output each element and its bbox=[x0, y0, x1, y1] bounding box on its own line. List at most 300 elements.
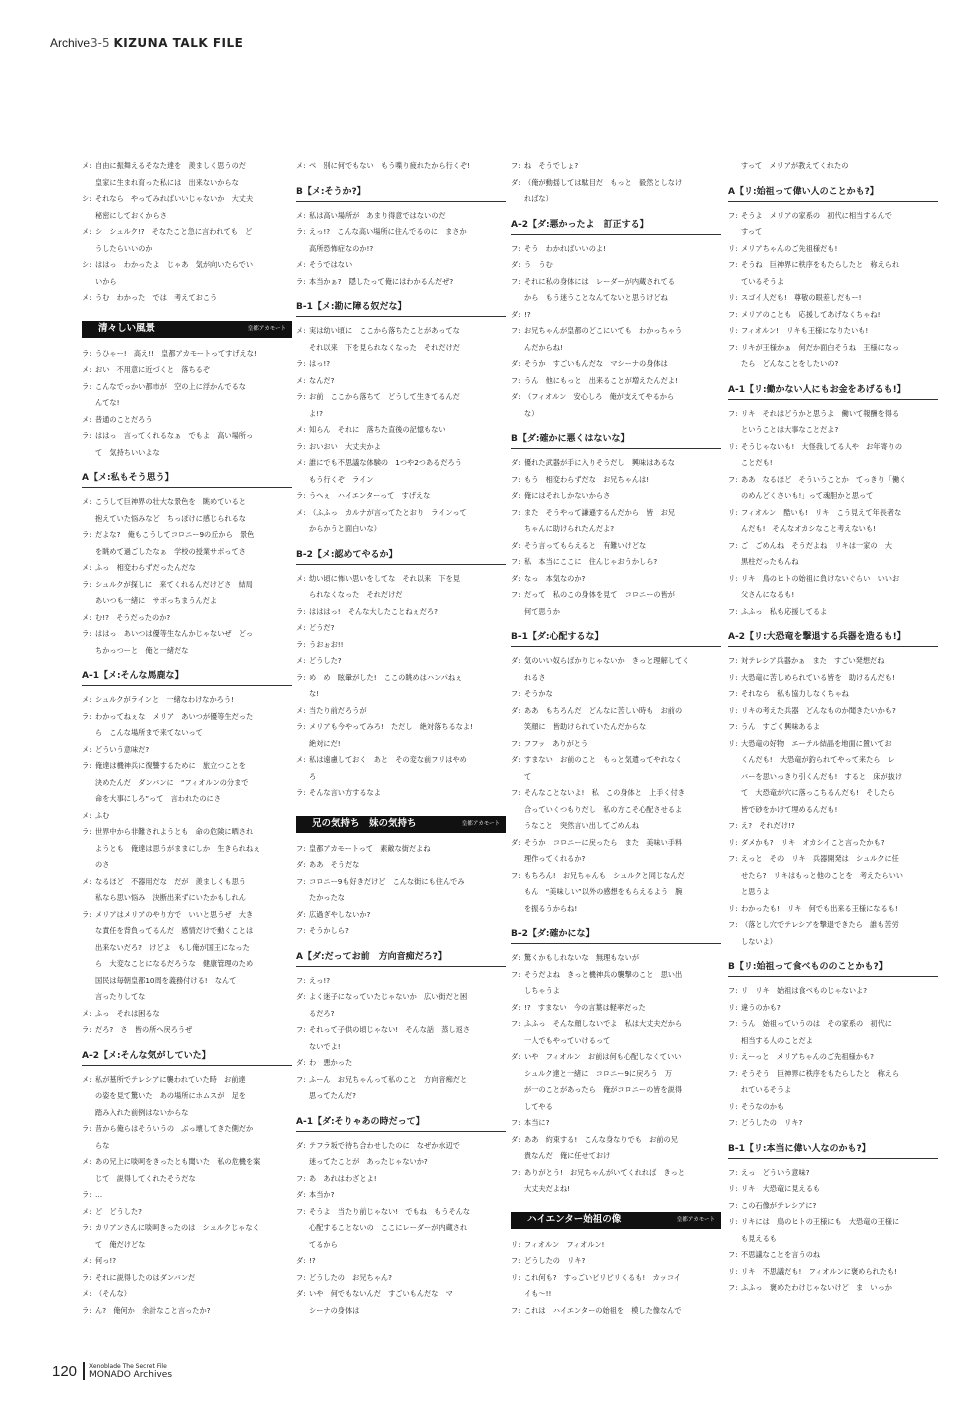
dialogue-text: お前 ここから落ちて どうして生きてるんだ bbox=[309, 392, 460, 401]
speaker-initial: ラ: bbox=[82, 1124, 92, 1133]
footer-book-title: Xenoblade The Secret File bbox=[89, 1363, 167, 1370]
dialogue-continuation bbox=[728, 1033, 938, 1050]
dialogue-continuation bbox=[296, 472, 506, 489]
speaker-initial: リ: bbox=[728, 837, 738, 847]
dialogue-continuation bbox=[511, 769, 721, 786]
dialogue-text: （ふふっ カルナが言ってたとおり ラインって bbox=[309, 507, 467, 517]
dialogue-line bbox=[728, 703, 938, 720]
dialogue-line bbox=[728, 1214, 938, 1231]
speaker-initial: フ: bbox=[511, 326, 521, 335]
speaker-initial: フ: bbox=[511, 969, 521, 979]
dialogue-continuation bbox=[728, 769, 938, 786]
dialogue-line bbox=[511, 175, 721, 192]
dialogue-text: 大恐竜の好物 エーテル結晶を地面に置いてお bbox=[741, 738, 892, 748]
dialogue-line bbox=[296, 224, 506, 241]
speaker-initial: ラ: bbox=[296, 227, 306, 236]
archive-number: 3-5 bbox=[90, 36, 110, 50]
dialogue-text: そう言ってもらえると 有難いけどな bbox=[524, 540, 647, 550]
dialogue-continuation bbox=[82, 544, 292, 561]
speaker-initial: ラ: bbox=[82, 579, 92, 589]
dialogue-text: リキ 不思議だも! フィオルンに褒められたも! bbox=[741, 1266, 897, 1276]
dialogue-text: 私は高い場所が あまり得意ではないのだ bbox=[309, 210, 446, 220]
dialogue-line bbox=[728, 1181, 938, 1198]
dialogue-text: えっ!? こんな高い場所に住んでるのに まさか bbox=[309, 227, 467, 236]
dialogue-text: よく迷子になっていたじゃないか 広い街だと困 bbox=[309, 992, 468, 1001]
dialogue-text: うおぉお!! bbox=[309, 639, 344, 649]
dialogue-text: こんなでっかい都市が 空の上に浮かんでるな bbox=[95, 381, 246, 391]
dialogue-line bbox=[728, 257, 938, 274]
dialogue-line bbox=[82, 428, 292, 445]
dialogue-text: から もう迷うことなんてないと思うけどね bbox=[524, 293, 668, 302]
dialogue-line bbox=[728, 851, 938, 868]
dialogue-text: て bbox=[524, 771, 532, 781]
dialogue-continuation bbox=[511, 1148, 721, 1165]
dialogue-text: あいつも一緒に サボっちまうんだよ bbox=[95, 596, 218, 605]
section-heading: B【メ:そうか?】 bbox=[296, 185, 506, 202]
dialogue-text: うひゃー! 高え!! 皇都アカモートってすげえな! bbox=[95, 348, 257, 358]
dialogue-line bbox=[82, 1204, 292, 1221]
footer-divider bbox=[83, 1362, 85, 1380]
dialogue-text: あの兄上に啖呵をきったとも聞いた 私の危機を案 bbox=[95, 1157, 261, 1166]
dialogue-continuation bbox=[296, 1039, 506, 1056]
dialogue-continuation bbox=[82, 973, 292, 990]
section-heading: A-1【ダ:そりゃあの時だって】 bbox=[296, 1115, 506, 1132]
speaker-initial: メ: bbox=[82, 1256, 92, 1265]
speaker-initial: ラ: bbox=[82, 530, 92, 539]
dialogue-text: よ!? bbox=[309, 408, 323, 418]
dialogue-text: 絶対にだ! bbox=[309, 738, 341, 748]
dialogue-text: それに説得したのはダンバンだ bbox=[95, 1272, 196, 1282]
dialogue-line bbox=[728, 736, 938, 753]
speaker-initial: フ: bbox=[728, 1167, 738, 1177]
dialogue-text: 大丈夫だよね! bbox=[524, 1184, 571, 1193]
speaker-initial: リ: bbox=[728, 1052, 738, 1061]
speaker-initial: フ: bbox=[511, 788, 521, 797]
speaker-initial: ダ: bbox=[511, 260, 521, 269]
dialogue-text: ようとも 俺達は思うがままにしか 生きられねぇ bbox=[95, 843, 261, 853]
section-heading: A【ダ:だってお前 方向音痴だろ?】 bbox=[296, 950, 506, 967]
speaker-initial: フ: bbox=[511, 507, 521, 517]
speaker-initial: メ: bbox=[82, 365, 92, 374]
speaker-initial: メ: bbox=[82, 612, 92, 622]
dialogue-text: わ 悪かった bbox=[309, 1058, 353, 1067]
speaker-initial: ダ: bbox=[511, 309, 521, 319]
dialogue-line bbox=[511, 505, 721, 522]
speaker-initial: リ: bbox=[728, 507, 738, 517]
dialogue-text: 国民は毎朝皇都10周を義務付ける! なんて bbox=[95, 975, 237, 985]
dialogue-text: ダメかも? リキ オカシイこと言ったかも? bbox=[741, 837, 885, 847]
speaker-initial: フ: bbox=[728, 1200, 738, 1210]
dialogue-continuation bbox=[82, 1105, 292, 1122]
speaker-initial: ラ: bbox=[82, 1305, 92, 1315]
dialogue-continuation bbox=[511, 901, 721, 918]
dialogue-line bbox=[728, 1247, 938, 1264]
dialogue-text: え? それだけ!? bbox=[741, 821, 795, 830]
dialogue-text: ちかっつーと 俺と一緒だな bbox=[95, 645, 189, 655]
speaker-initial: ダ: bbox=[511, 458, 521, 467]
dialogue-text: 父さんになるも! bbox=[741, 590, 795, 599]
footer-book-subtitle: MONADO Archives bbox=[89, 1370, 173, 1380]
topic-location: 皇都アカモート bbox=[247, 325, 286, 332]
dialogue-text: ということは大事なことだよ? bbox=[741, 425, 839, 434]
dialogue-text: もう行くぞ ライン bbox=[309, 474, 374, 484]
dialogue-text: 出来ないだろ? けどよ もし俺が国王になった bbox=[95, 942, 250, 952]
speaker-initial: フ: bbox=[511, 689, 521, 698]
dialogue-continuation bbox=[511, 1066, 721, 1083]
dialogue-text: だよな? 俺もこうしてコロニー9の丘から 景色 bbox=[95, 530, 255, 539]
dialogue-text: ははっ 言ってくれるなぁ でもよ 高い場所っ bbox=[95, 431, 254, 440]
dialogue-text: 俺達は機神兵に復讐するために 旅立つことを bbox=[95, 761, 246, 770]
dialogue-text: ら 大変なことになるだろうな 健康管理のため bbox=[95, 959, 254, 968]
dialogue-continuation bbox=[728, 934, 938, 951]
dialogue-text: ふっ それは困るな bbox=[95, 1008, 160, 1018]
speaker-initial: フ: bbox=[296, 1206, 306, 1216]
dialogue-text: べ 別に何でもない もう喋り疲れたから行くぞ! bbox=[309, 161, 471, 170]
dialogue-line bbox=[728, 208, 938, 225]
dialogue-text: どうした? bbox=[309, 656, 342, 665]
dialogue-line bbox=[511, 323, 721, 340]
dialogue-text: 普通のことだろう bbox=[95, 414, 153, 424]
speaker-initial: フ: bbox=[511, 870, 521, 880]
section-heading: B-2【ダ:確かにな】 bbox=[511, 927, 721, 944]
dialogue-text: メリアちゃんのご先祖様だも! bbox=[741, 243, 838, 253]
speaker-initial: メ: bbox=[82, 695, 92, 704]
dialogue-text: （落とし穴でテレシアを撃退できたら 誰も苦労 bbox=[741, 920, 899, 929]
dialogue-text: ね そうでしょ? bbox=[524, 161, 579, 170]
speaker-initial: メ: bbox=[296, 260, 306, 269]
dialogue-text: シ シュルク!? そなたこと急に言われても ど bbox=[95, 227, 253, 236]
dialogue-text: そうかしら? bbox=[309, 926, 349, 935]
dialogue-text: えーっと メリアちゃんのご先祖様かも? bbox=[741, 1052, 874, 1061]
dialogue-continuation bbox=[82, 989, 292, 1006]
speaker-initial: フ: bbox=[296, 1173, 306, 1183]
dialogue-text: そうよ メリアの家系の 初代に相当するんで bbox=[741, 210, 892, 220]
speaker-initial: フ: bbox=[728, 342, 738, 352]
dialogue-line bbox=[728, 472, 938, 489]
dialogue-line bbox=[296, 571, 506, 588]
dialogue-line bbox=[82, 527, 292, 544]
dialogue-text: 皇家に生まれ育った私には 出来ないからな bbox=[95, 177, 239, 187]
dialogue-text: メリアはメリアのやり方で いいと思うぜ 大き bbox=[95, 909, 254, 919]
dialogue-text: ど どうした? bbox=[95, 1206, 142, 1216]
dialogue-text: （そんな） bbox=[95, 1289, 131, 1298]
dialogue-line bbox=[511, 835, 721, 852]
speaker-initial: ダ: bbox=[296, 1289, 306, 1298]
dialogue-line bbox=[82, 1253, 292, 1270]
dialogue-text: ふふっ そんな顔しないでよ 私は大丈夫だから bbox=[524, 1019, 683, 1028]
dialogue-text: 思ってたんだ? bbox=[309, 1091, 356, 1100]
speaker-initial: ダ: bbox=[511, 837, 521, 847]
speaker-initial: メ: bbox=[296, 705, 306, 715]
dialogue-line bbox=[511, 587, 721, 604]
dialogue-text: リキが王様かぁ 何だか面白そうね 王様になっ bbox=[741, 342, 900, 352]
dialogue-line bbox=[728, 901, 938, 918]
dialogue-text: くんだも! 大恐竜が釣られてやって来たら レ bbox=[741, 755, 895, 764]
speaker-initial: ラ: bbox=[82, 381, 92, 391]
dialogue-text: 私は遠慮しておく あと その変な前フリはやめ bbox=[309, 755, 467, 764]
speaker-initial: リ: bbox=[728, 326, 738, 335]
dialogue-text: そう わかればいいのよ! bbox=[524, 243, 606, 253]
text-column-4 bbox=[728, 158, 938, 1297]
topic-banner bbox=[82, 321, 292, 338]
dialogue-continuation bbox=[511, 818, 721, 835]
dialogue-line bbox=[82, 1154, 292, 1171]
speaker-initial: フ: bbox=[511, 1256, 521, 1265]
dialogue-continuation bbox=[511, 191, 721, 208]
speaker-initial: ラ: bbox=[296, 392, 306, 401]
dialogue-text: そうよ 当たり前じゃない! でもね もうそんな bbox=[309, 1206, 471, 1216]
dialogue-line bbox=[82, 1270, 292, 1287]
speaker-initial: ダ: bbox=[296, 1190, 306, 1199]
speaker-initial: フ: bbox=[511, 1167, 521, 1177]
dialogue-line bbox=[511, 1270, 721, 1287]
speaker-initial: ラ: bbox=[82, 1190, 92, 1199]
section-heading: A-1【メ:そんな馬鹿な】 bbox=[82, 669, 292, 686]
dialogue-continuation bbox=[296, 890, 506, 907]
dialogue-line bbox=[728, 653, 938, 670]
dialogue-text: テフラ坂で待ち合わせしたのに なぜか水辺で bbox=[309, 1140, 460, 1150]
dialogue-line bbox=[511, 307, 721, 324]
speaker-initial: フ: bbox=[728, 1068, 738, 1078]
dialogue-text: フィオルン 酷いも! リキ こう見えて年長者な bbox=[741, 507, 902, 517]
speaker-initial: ラ: bbox=[296, 441, 306, 451]
dialogue-text: たかったな bbox=[309, 893, 345, 902]
dialogue-line bbox=[511, 274, 721, 291]
dialogue-text: 自由に振舞えるそなた達を 羨ましく思うのだ bbox=[95, 161, 246, 170]
dialogue-line bbox=[511, 868, 721, 885]
dialogue-text: るだろ? bbox=[309, 1008, 335, 1018]
speaker-initial: メ: bbox=[82, 1157, 92, 1166]
dialogue-continuation bbox=[728, 422, 938, 439]
dialogue-text: カリアンさんに啖呵きったのは シュルクじゃなく bbox=[95, 1223, 260, 1232]
dialogue-text: のさ bbox=[95, 860, 110, 869]
dialogue-continuation bbox=[82, 857, 292, 874]
dialogue-line bbox=[511, 488, 721, 505]
dialogue-line bbox=[296, 323, 506, 340]
speaker-initial: フ: bbox=[728, 854, 738, 863]
speaker-initial: メ: bbox=[82, 414, 92, 424]
dialogue-text: !? すまない 今の言葉は軽率だった bbox=[524, 1002, 646, 1012]
dialogue-line bbox=[296, 1022, 506, 1039]
dialogue-line bbox=[82, 1303, 292, 1320]
dialogue-text: それなら やってみればいいじゃないか 大丈夫 bbox=[95, 194, 254, 203]
dialogue-continuation bbox=[82, 940, 292, 957]
dialogue-text: られなくなった それだけだ bbox=[309, 590, 403, 599]
dialogue-line bbox=[296, 752, 506, 769]
dialogue-line bbox=[82, 907, 292, 924]
speaker-initial: フ: bbox=[296, 926, 306, 935]
speaker-initial: リ: bbox=[728, 293, 738, 302]
dialogue-text: しちゃうよ bbox=[524, 986, 560, 995]
speaker-initial: メ: bbox=[82, 293, 92, 302]
dialogue-line bbox=[296, 670, 506, 687]
topic-banner bbox=[511, 1212, 721, 1229]
speaker-initial: フ: bbox=[728, 606, 738, 616]
dialogue-text: シュルク達と一緒に コロニー9に戻ろう 万 bbox=[524, 1068, 673, 1078]
dialogue-text: すって メリアが教えてくれたの bbox=[741, 161, 849, 170]
speaker-initial: メ: bbox=[296, 755, 306, 764]
speaker-initial: フ: bbox=[728, 1019, 738, 1028]
dialogue-text: を振るうからね! bbox=[524, 903, 578, 913]
dialogue-line bbox=[296, 505, 506, 522]
dialogue-text: らな bbox=[95, 1140, 110, 1150]
speaker-initial: フ: bbox=[511, 243, 521, 253]
speaker-initial: ラ: bbox=[296, 276, 306, 286]
dialogue-text: いや フィオルン お前は何も心配しなくていい bbox=[524, 1052, 682, 1061]
dialogue-line bbox=[82, 1022, 292, 1039]
topic-title: 清々しい風景 bbox=[98, 322, 156, 334]
section-heading: B-2【メ:認めてやるか】 bbox=[296, 548, 506, 565]
dialogue-line bbox=[296, 637, 506, 654]
speaker-initial: ダ: bbox=[511, 755, 521, 764]
dialogue-text: 相当する人のことだよ bbox=[741, 1035, 813, 1045]
page-footer bbox=[52, 1362, 172, 1380]
dialogue-continuation bbox=[296, 736, 506, 753]
dialogue-line bbox=[728, 538, 938, 555]
dialogue-text: ああ もちろんだ どんなに苦しい時も お前の bbox=[524, 705, 683, 715]
dialogue-line bbox=[82, 362, 292, 379]
speaker-initial: メ: bbox=[82, 876, 92, 886]
dialogue-continuation bbox=[511, 670, 721, 687]
dialogue-continuation bbox=[511, 604, 721, 621]
dialogue-line bbox=[728, 1115, 938, 1132]
speaker-initial: フ: bbox=[728, 722, 738, 731]
dialogue-line bbox=[296, 356, 506, 373]
dialogue-continuation bbox=[511, 290, 721, 307]
dialogue-line bbox=[511, 703, 721, 720]
dialogue-line bbox=[296, 857, 506, 874]
section-heading: A【リ:始祖って偉い人のことかも?】 bbox=[728, 185, 938, 202]
dialogue-line bbox=[296, 604, 506, 621]
dialogue-text: はははっ! そんな大したことねぇだろ? bbox=[309, 606, 438, 616]
dialogue-text: が一のことがあったら 俺がコロニーの皆を説得 bbox=[524, 1085, 683, 1094]
dialogue-line bbox=[728, 505, 938, 522]
dialogue-continuation bbox=[511, 884, 721, 901]
dialogue-text: 理作ってくれるか? bbox=[524, 854, 586, 863]
dialogue-line bbox=[728, 1280, 938, 1297]
dialogue-line bbox=[296, 620, 506, 637]
dialogue-text: 黒柱だったもんね bbox=[741, 557, 799, 566]
dialogue-line bbox=[82, 874, 292, 891]
speaker-initial: リ: bbox=[728, 705, 738, 715]
dialogue-continuation bbox=[296, 1303, 506, 1320]
dialogue-text: を眺めて過ごしたなぁ 学校の授業サボってさ bbox=[95, 546, 246, 556]
dialogue-continuation bbox=[728, 1082, 938, 1099]
dialogue-text: だって 私のこの身体を見て コロニーの皆が bbox=[524, 590, 675, 599]
speaker-initial: ダ: bbox=[511, 359, 521, 368]
dialogue-continuation bbox=[511, 521, 721, 538]
dialogue-text: リキには 鳥のヒトの王様にも 大恐竜の王様に bbox=[741, 1217, 900, 1226]
dialogue-line bbox=[728, 917, 938, 934]
dialogue-text: 知らん それに 落ちた直後の記憶もない bbox=[309, 425, 446, 434]
speaker-initial: ラ: bbox=[296, 788, 306, 797]
dialogue-text: て 大恐竜が穴に落っこちるんだも! そしたら bbox=[741, 788, 895, 797]
dialogue-text: リキ それはどうかと思うよ 働いて報酬を得る bbox=[741, 408, 900, 418]
dialogue-text: 本当か? bbox=[309, 1190, 335, 1199]
dialogue-text: 一人でもやっていけるって bbox=[524, 1035, 611, 1045]
speaker-initial: ラ: bbox=[82, 909, 92, 919]
dialogue-text: ればな） bbox=[524, 194, 553, 203]
dialogue-text: それなら 私も協力しなくちゃね bbox=[741, 689, 849, 698]
dialogue-line bbox=[511, 736, 721, 753]
dialogue-line bbox=[296, 703, 506, 720]
speaker-initial: フ: bbox=[728, 1118, 738, 1127]
dialogue-text: そうか すごいもんだな マシーナの身体は bbox=[524, 359, 668, 368]
dialogue-line bbox=[82, 412, 292, 429]
dialogue-line bbox=[296, 841, 506, 858]
dialogue-text: えっと その リキ 兵器開発は シュルクに任 bbox=[741, 854, 899, 863]
speaker-initial: メ: bbox=[296, 573, 306, 583]
dialogue-text: 貴なんだ 俺に任せておけ bbox=[524, 1151, 611, 1160]
dialogue-line bbox=[511, 1303, 721, 1320]
dialogue-text: これは ハイエンターの始祖を 模した像なんで bbox=[524, 1305, 682, 1315]
dialogue-text: なんだ? bbox=[309, 375, 335, 385]
dialogue-text: ははっ わかったよ じゃあ 気が向いたらでい bbox=[95, 260, 254, 269]
dialogue-line bbox=[82, 379, 292, 396]
section-heading: A【メ:私もそう思う】 bbox=[82, 471, 292, 488]
speaker-initial: フ: bbox=[296, 1074, 306, 1084]
dialogue-text: バーを思いっきり引くんだも! すると 床が抜け bbox=[741, 771, 903, 781]
dialogue-line bbox=[728, 1099, 938, 1116]
topic-banner bbox=[296, 816, 506, 833]
dialogue-text: 驚くかもしれないな 無理もないが bbox=[524, 953, 640, 962]
dialogue-continuation bbox=[296, 587, 506, 604]
page-number: 120 bbox=[52, 1363, 78, 1380]
dialogue-text: もちろん! お兄ちゃんも シュルクと同じなんだ bbox=[524, 870, 685, 880]
dialogue-text: 高所恐怖症なのか!? bbox=[309, 243, 374, 253]
page-header bbox=[50, 36, 243, 50]
dialogue-text: 皇都アカモートって 素敵な街だよね bbox=[309, 843, 431, 853]
dialogue-line bbox=[82, 224, 292, 241]
speaker-initial: フ: bbox=[728, 689, 738, 698]
speaker-initial: フ: bbox=[728, 1283, 738, 1292]
speaker-initial: フ: bbox=[511, 557, 521, 566]
dialogue-text: スゴイ人だも! 尊敬の眼差しだもー! bbox=[741, 293, 862, 302]
dialogue-continuation bbox=[728, 521, 938, 538]
speaker-initial: メ: bbox=[296, 425, 306, 434]
dialogue-continuation bbox=[728, 884, 938, 901]
archive-label: Archive bbox=[50, 36, 91, 50]
dialogue-text: 俺にはそれしかないからさ bbox=[524, 491, 611, 500]
speaker-initial: メ: bbox=[82, 1008, 92, 1018]
speaker-initial: フ: bbox=[296, 975, 306, 985]
dialogue-continuation bbox=[82, 775, 292, 792]
dialogue-text: ふっ 相変わらずだったんだな bbox=[95, 563, 196, 572]
dialogue-text: おいおい 大丈夫かよ bbox=[309, 441, 381, 451]
dialogue-continuation bbox=[511, 1082, 721, 1099]
dialogue-text: う うむ bbox=[524, 260, 553, 269]
dialogue-text: 皆で砂をかけて埋めるんだも! bbox=[741, 804, 838, 814]
dialogue-text: もう 相変わらずだな お兄ちゃんは! bbox=[524, 474, 650, 484]
dialogue-text: はっ!? bbox=[309, 359, 331, 368]
dialogue-text: そんな言い方するなよ bbox=[309, 788, 381, 797]
dialogue-text: そうかな bbox=[524, 689, 553, 698]
speaker-initial: ダ: bbox=[511, 953, 521, 962]
dialogue-text: それって子供の頃じゃない! そんな話 蒸し返さ bbox=[309, 1025, 471, 1034]
dialogue-text: 何っ!? bbox=[95, 1256, 117, 1265]
dialogue-line bbox=[728, 686, 938, 703]
dialogue-text: たら どんなことをしたいの? bbox=[741, 359, 839, 368]
dialogue-text: め め 眩暈がした! ここの眺めはハンパねぇ bbox=[309, 672, 463, 682]
speaker-initial: ラ: bbox=[82, 711, 92, 721]
dialogue-text: リキ 大恐竜に見えるも bbox=[741, 1184, 821, 1193]
dialogue-line bbox=[82, 824, 292, 841]
dialogue-line bbox=[728, 670, 938, 687]
dialogue-text: うしたらいいのか bbox=[95, 243, 153, 253]
dialogue-continuation bbox=[82, 241, 292, 258]
speaker-initial: ラ: bbox=[82, 761, 92, 770]
speaker-initial: リ: bbox=[728, 672, 738, 682]
